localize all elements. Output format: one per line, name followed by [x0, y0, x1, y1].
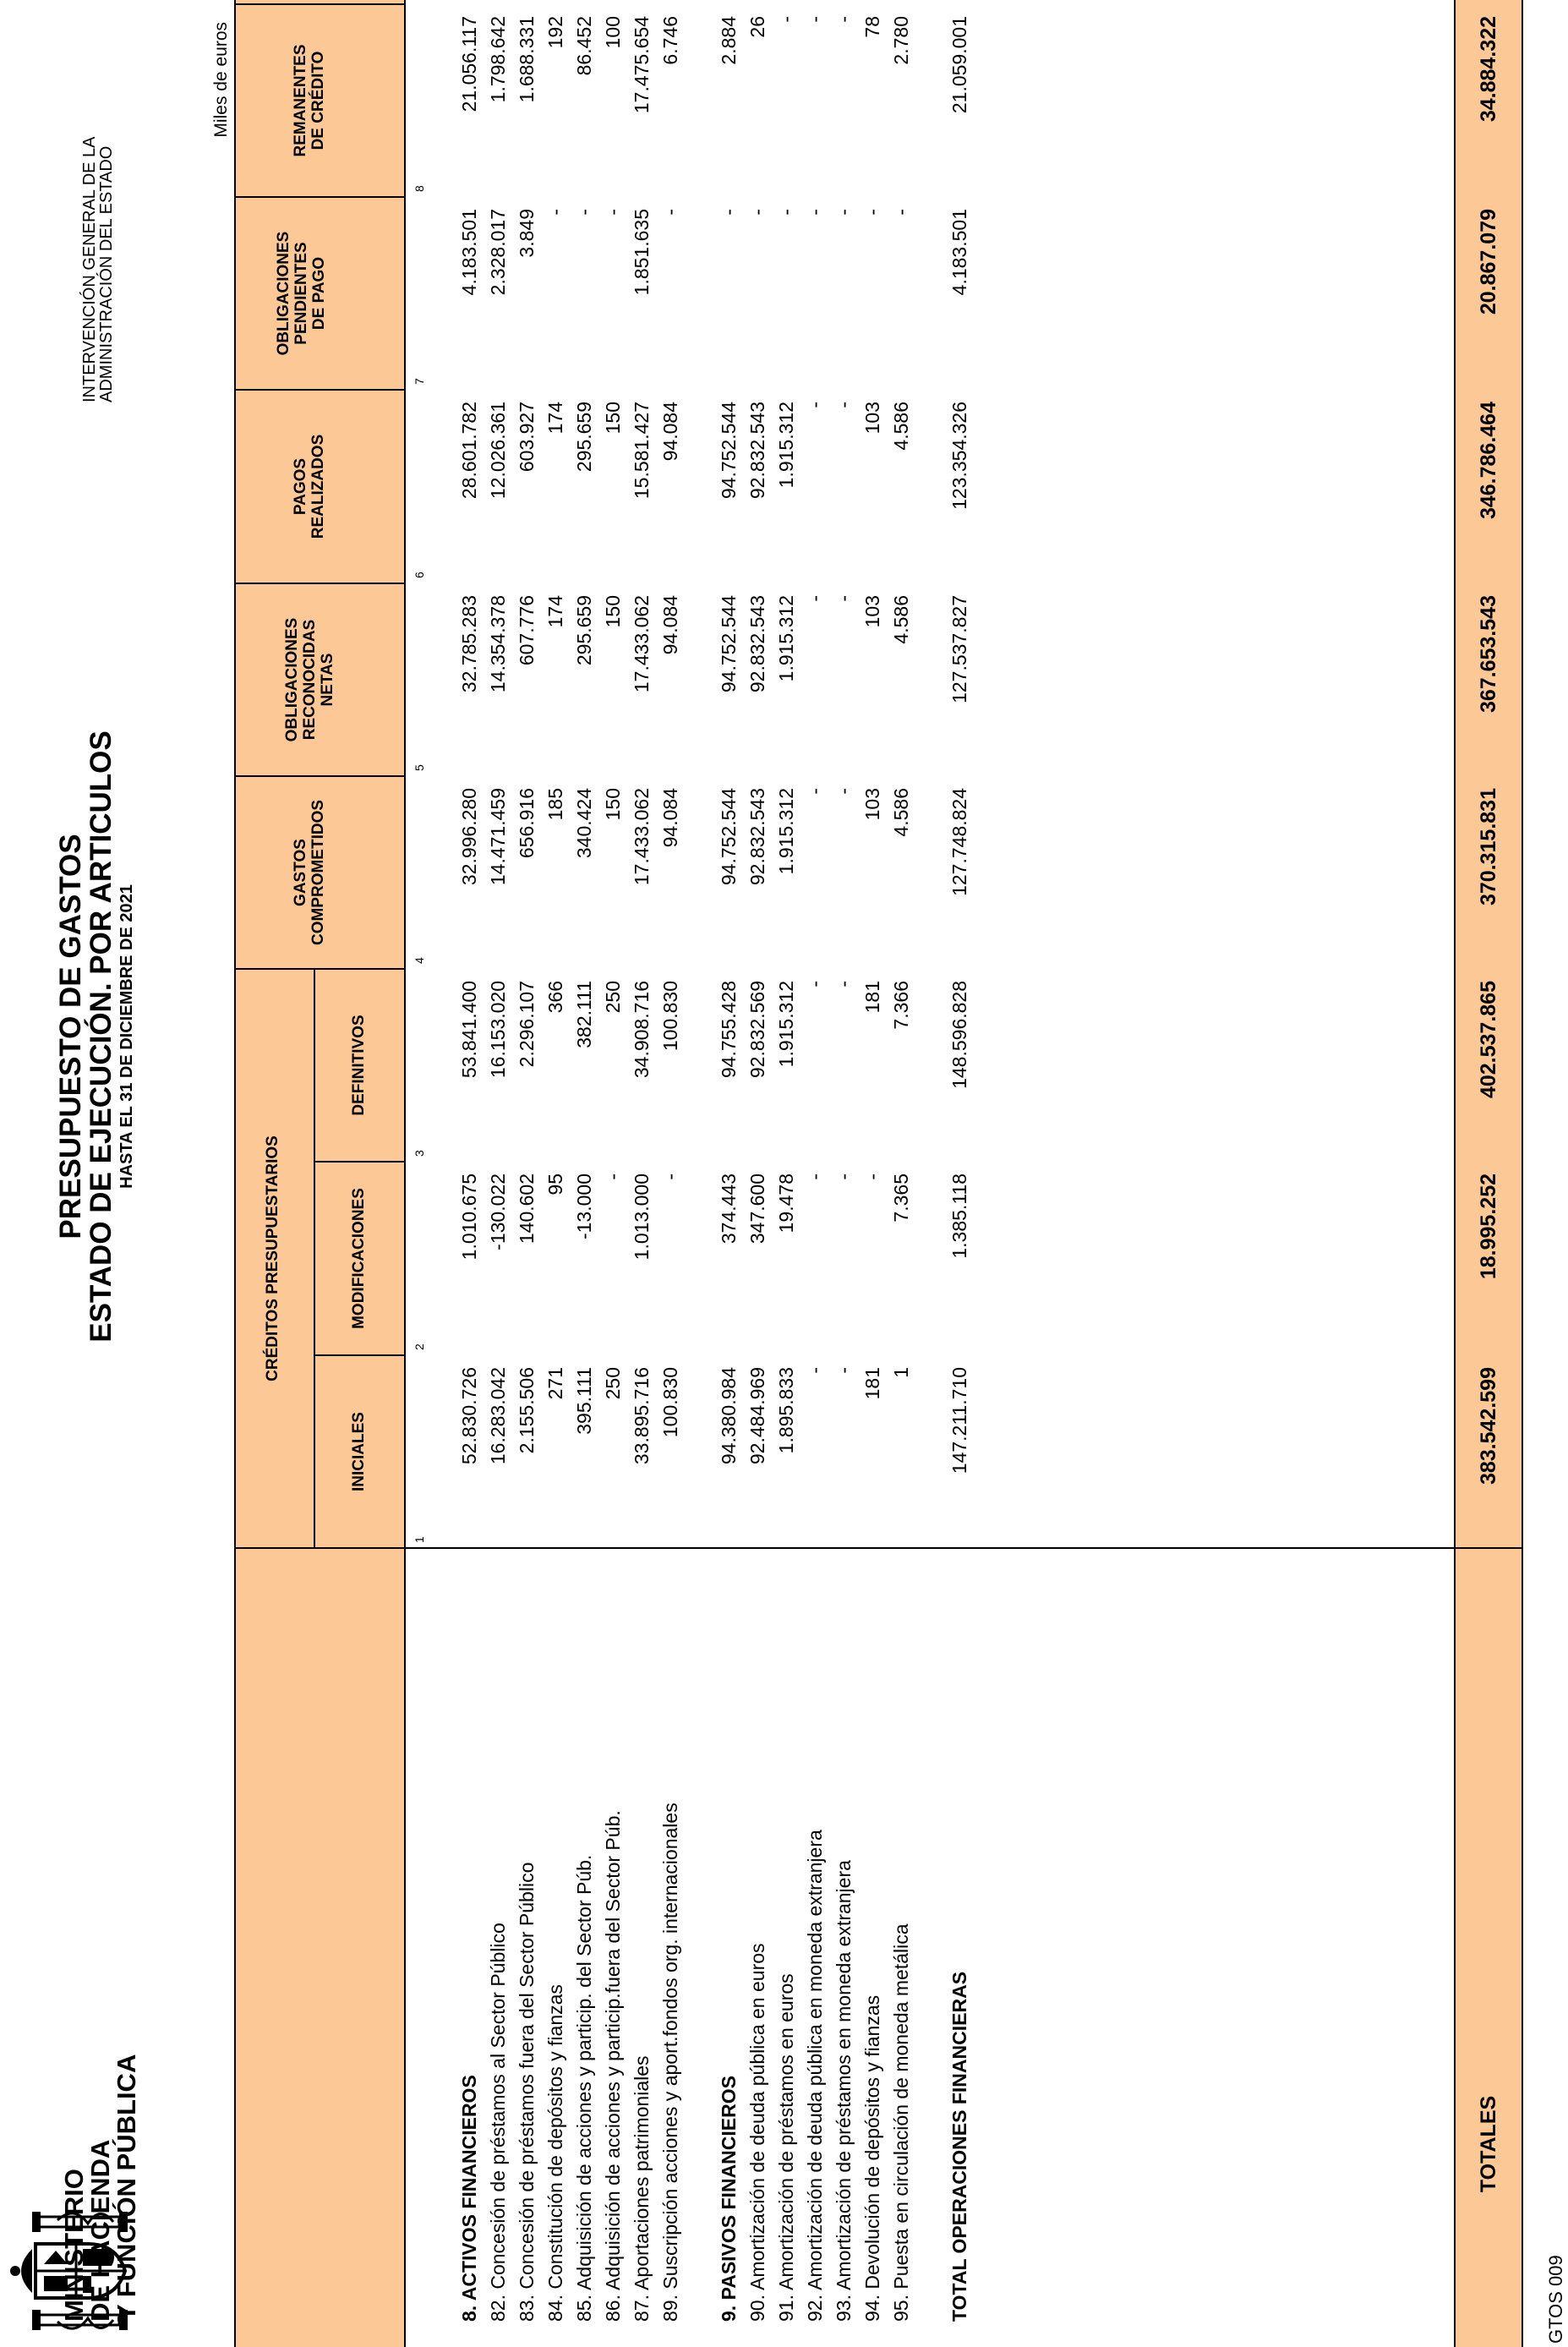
- units-label: Miles de euros: [211, 22, 231, 138]
- table-row: [858, 0, 887, 2347]
- table-row: [627, 0, 656, 2347]
- cell-value: 1.010.675: [458, 1174, 480, 1261]
- cell-value: -: [659, 1174, 681, 1180]
- header-obl-pend-line-2: PENDIENTES: [292, 242, 310, 345]
- header-modificaciones: MODIFICACIONES: [350, 1188, 368, 1329]
- title-line-3: HASTA EL 31 DE DICIEMBRE DE 2021: [117, 884, 136, 1189]
- cell-value: 366: [544, 981, 566, 1014]
- cell-value: 94.084: [659, 402, 681, 462]
- cell-value: 1.895.833: [775, 1367, 797, 1454]
- cell-value: -: [659, 209, 681, 216]
- header-remanentes-line-2: DE CRÉDITO: [309, 51, 327, 150]
- title-line-1: PRESUPUESTO DE GASTOS: [54, 834, 87, 1239]
- cell-value: 1.915.312: [775, 595, 797, 682]
- ministry-line-2: DE HACIENDA: [85, 2139, 115, 2322]
- cell-value: 185: [544, 788, 566, 821]
- cell-value: 14.471.459: [487, 788, 509, 886]
- cell-value: 92.832.543: [746, 788, 768, 886]
- header-pagos-line-1: PAGOS: [292, 457, 309, 516]
- cell-value: 103: [861, 595, 883, 628]
- cell-value: 17.475.654: [631, 16, 653, 114]
- totals-row: [1455, 0, 1522, 2347]
- cell-value: 4.586: [890, 595, 912, 644]
- cell-value: 94.755.428: [718, 981, 740, 1079]
- row-label: 90. Amortización de deuda pública en euros: [746, 1943, 768, 2322]
- cell-value: -: [804, 1174, 826, 1180]
- header-obligaciones-reconocidas: [283, 583, 336, 776]
- table-row: [714, 0, 743, 2347]
- total-value: 370.315.831: [1477, 788, 1500, 906]
- table-row: [829, 0, 858, 2347]
- cell-value: 340.424: [573, 788, 595, 859]
- cell-value: 32.785.283: [458, 595, 480, 693]
- cell-value: 92.832.569: [746, 981, 768, 1079]
- total-value: 367.653.543: [1477, 595, 1500, 714]
- row-heading: 9. PASIVOS FINANCIEROS: [718, 2076, 740, 2322]
- cell-value: 94.084: [659, 595, 681, 655]
- column-number: 3: [412, 1150, 426, 1157]
- cell-value: 1.688.331: [516, 16, 538, 103]
- row-label: 87. Aportaciones patrimoniales: [631, 2055, 653, 2322]
- cell-value: 21.056.117: [458, 16, 480, 112]
- cell-value: -: [804, 402, 826, 408]
- cell-value: 4.586: [890, 788, 912, 837]
- cell-value: 94.084: [659, 788, 681, 848]
- cell-value: -: [804, 16, 826, 23]
- cell-value: 2.884: [718, 16, 740, 65]
- header-obl-rec-line-1: OBLIGACIONES: [283, 617, 301, 742]
- ministry-line-1: MINISTERIO: [59, 2169, 89, 2322]
- igae-line-2: ADMINISTRACIÓN DEL ESTADO: [97, 145, 116, 402]
- cell-value: 4.183.501: [948, 209, 970, 296]
- total-value: 402.537.865: [1477, 981, 1500, 1099]
- cell-value: -: [861, 209, 883, 216]
- cell-value: 92.484.969: [746, 1367, 768, 1465]
- cell-value: -: [861, 1174, 883, 1180]
- cell-value: 150: [602, 788, 624, 821]
- row-label: 84. Constitución de depósitos y fianzas: [544, 1984, 566, 2322]
- column-number: 2: [412, 1343, 426, 1350]
- cell-value: 150: [602, 402, 624, 435]
- total-value: 18.995.252: [1477, 1174, 1500, 1280]
- cell-value: 15.581.427: [631, 402, 653, 500]
- totals-label: TOTALES: [1477, 2095, 1500, 2193]
- cell-value: -: [602, 1174, 624, 1180]
- row-heading: TOTAL OPERACIONES FINANCIERAS: [948, 1971, 970, 2322]
- header-obl-rec-line-3: NETAS: [319, 653, 336, 707]
- header-gastos-line-1: GASTOS: [292, 839, 309, 906]
- cell-value: 86.452: [573, 16, 595, 76]
- cell-value: -: [544, 209, 566, 216]
- cell-value: 250: [602, 1367, 624, 1400]
- cell-value: 1.013.000: [631, 1174, 653, 1261]
- cell-value: 181: [861, 1367, 883, 1400]
- igae-label: [81, 64, 115, 402]
- header-remanentes-de-credito: [292, 4, 327, 197]
- cell-value: 2.328.017: [487, 209, 509, 296]
- cell-value: 94.752.544: [718, 595, 740, 693]
- cell-value: -: [804, 788, 826, 795]
- cell-value: 1.915.312: [775, 981, 797, 1068]
- table-border-top: [234, 0, 236, 2347]
- cell-value: -: [573, 209, 595, 216]
- cell-value: 607.776: [516, 595, 538, 666]
- cell-value: 19.478: [775, 1174, 797, 1234]
- column-number: 6: [412, 572, 426, 578]
- cell-value: -: [775, 209, 797, 216]
- cell-value: 12.026.361: [487, 402, 509, 500]
- cell-value: 148.596.828: [948, 981, 970, 1089]
- cell-value: 140.602: [516, 1174, 538, 1245]
- cell-value: 295.659: [573, 402, 595, 473]
- row-label: 82. Concesión de préstamos al Sector Público: [487, 1923, 509, 2322]
- cell-value: 4.183.501: [458, 209, 480, 296]
- header-remanentes-line-1: REMANENTES: [292, 44, 309, 157]
- cell-value: -130.022: [487, 1174, 509, 1250]
- cell-value: 32.996.280: [458, 788, 480, 886]
- cell-value: 147.211.710: [948, 1367, 970, 1474]
- cell-value: 3.849: [516, 209, 538, 258]
- cell-value: -: [890, 209, 912, 216]
- cell-value: 1.385.118: [948, 1174, 970, 1259]
- table-row: [455, 0, 484, 2347]
- cell-value: 374.443: [718, 1174, 740, 1245]
- header-divider: [404, 0, 406, 2347]
- cell-value: 100.830: [659, 981, 681, 1052]
- header-gastos-line-2: COMPROMETIDOS: [309, 799, 327, 946]
- header-creditos-presupuestarios: CRÉDITOS PRESUPUESTARIOS: [264, 1135, 281, 1381]
- cell-value: 16.283.042: [487, 1367, 509, 1465]
- cell-value: 94.752.544: [718, 402, 740, 500]
- cell-value: 1: [890, 1367, 912, 1378]
- cell-value: 52.830.726: [458, 1367, 480, 1465]
- cell-value: 192: [544, 16, 566, 49]
- cell-value: 295.659: [573, 595, 595, 666]
- table-row: [570, 0, 598, 2347]
- footer-code: GTOS 009: [1545, 2255, 1566, 2344]
- cell-value: 53.841.400: [458, 981, 480, 1079]
- cell-value: -: [833, 1367, 855, 1374]
- igae-line-1: INTERVENCIÓN GENERAL DE LA: [80, 136, 99, 402]
- header-definitivos: DEFINITIVOS: [350, 1015, 368, 1116]
- row-label: 89. Suscripción acciones y aport.fondos org. internacionales: [659, 1803, 681, 2322]
- cell-value: 33.895.716: [631, 1367, 653, 1465]
- cell-value: 7.365: [890, 1174, 912, 1223]
- cell-value: 1.915.312: [775, 402, 797, 489]
- cell-value: 26: [746, 16, 768, 38]
- cell-value: -: [833, 981, 855, 987]
- row-label: 95. Puesta en circulación de moneda metálica: [890, 1923, 912, 2322]
- table-row: [484, 0, 512, 2347]
- cell-value: 181: [861, 981, 883, 1014]
- cell-value: 271: [544, 1367, 566, 1400]
- title-line-2: ESTADO DE EJECUCIÓN. POR ARTICULOS: [85, 730, 117, 1343]
- table-row: [772, 0, 800, 2347]
- row-heading: 8. ACTIVOS FINANCIEROS: [458, 2075, 480, 2322]
- cell-value: 6.746: [659, 16, 681, 65]
- cell-value: -: [833, 16, 855, 23]
- header-pagos-line-2: REALIZADOS: [309, 434, 327, 539]
- cell-value: -: [775, 16, 797, 23]
- cell-value: 174: [544, 595, 566, 628]
- cell-value: -: [804, 1367, 826, 1374]
- header-obl-pend-line-1: OBLIGACIONES: [275, 231, 292, 356]
- row-label: 91. Amortización de préstamos en euros: [775, 1973, 797, 2322]
- cell-value: -: [833, 788, 855, 795]
- cell-value: 127.748.824: [948, 788, 970, 896]
- cell-value: -: [833, 1174, 855, 1180]
- table-row: [800, 0, 829, 2347]
- cell-value: 103: [861, 402, 883, 435]
- header-iniciales: INICIALES: [350, 1412, 368, 1491]
- cell-value: 2.296.107: [516, 981, 538, 1068]
- header-obligaciones-pendientes-de-pago: [275, 197, 328, 390]
- row-label: 83. Concesión de préstamos fuera del Sector Público: [516, 1862, 538, 2322]
- cell-value: 174: [544, 402, 566, 435]
- row-label: 86. Adquisición de acciones y particip.fuera del Sector Púb.: [602, 1810, 624, 2322]
- cell-value: 1.851.635: [631, 209, 653, 296]
- cell-value: 1.915.312: [775, 788, 797, 875]
- cell-value: 16.153.020: [487, 981, 509, 1079]
- cell-value: -: [746, 209, 768, 216]
- cell-value: -: [718, 209, 740, 216]
- cell-value: -: [804, 209, 826, 216]
- cell-value: -13.000: [573, 1174, 595, 1240]
- cell-value: 100.830: [659, 1367, 681, 1438]
- cell-value: 4.586: [890, 402, 912, 451]
- cell-value: 1.798.642: [487, 16, 509, 103]
- cell-value: -: [804, 981, 826, 987]
- table-row: [541, 0, 570, 2347]
- table-row: [887, 0, 915, 2347]
- column-number: 8: [412, 185, 426, 192]
- column-number: 7: [412, 378, 426, 385]
- table-row: [945, 0, 974, 2347]
- cell-value: 382.111: [573, 981, 595, 1048]
- row-label: 85. Adquisición de acciones y particip. del Sector Púb.: [573, 1854, 595, 2322]
- cell-value: 21.059.001: [948, 16, 970, 114]
- cell-value: 127.537.827: [948, 595, 970, 703]
- table-row: [743, 0, 772, 2347]
- row-label: 93. Amortización de préstamos en moneda extranjera: [833, 1860, 855, 2322]
- column-number: 4: [412, 957, 426, 964]
- cell-value: 347.600: [746, 1174, 768, 1245]
- cell-value: 103: [861, 788, 883, 821]
- cell-value: 2.780: [890, 16, 912, 65]
- column-number: 1: [412, 1536, 426, 1543]
- header-pagos-realizados: [292, 390, 327, 583]
- cell-value: 94.380.984: [718, 1367, 740, 1465]
- cell-value: 92.832.543: [746, 595, 768, 693]
- row-label: 94. Devolución de depósitos y fianzas: [861, 1994, 883, 2322]
- cell-value: 14.354.378: [487, 595, 509, 693]
- row-label: 92. Amortización de deuda pública en moneda extranjera: [804, 1830, 826, 2322]
- cell-value: 100: [602, 16, 624, 49]
- cell-value: 34.908.716: [631, 981, 653, 1079]
- cell-value: 395.111: [573, 1367, 595, 1435]
- table-row: [512, 0, 541, 2347]
- cell-value: 150: [602, 595, 624, 628]
- cell-value: 656.916: [516, 788, 538, 859]
- cell-value: 250: [602, 981, 624, 1014]
- total-value: 346.786.464: [1477, 402, 1500, 520]
- cell-value: 17.433.062: [631, 788, 653, 886]
- cell-value: -: [804, 595, 826, 602]
- total-value: 383.542.599: [1477, 1367, 1500, 1485]
- header-gastos-comprometidos: [292, 776, 327, 969]
- total-value: 34.884.322: [1477, 16, 1500, 123]
- report-title: [56, 656, 137, 1417]
- group-divider: [314, 969, 315, 1548]
- cell-value: -: [833, 209, 855, 216]
- ministry-name: [61, 2054, 139, 2322]
- cell-value: 7.366: [890, 981, 912, 1030]
- table-row: [598, 0, 627, 2347]
- cell-value: 2.155.506: [516, 1367, 538, 1454]
- column-number: 5: [412, 764, 426, 771]
- total-value: 20.867.079: [1477, 209, 1500, 315]
- cell-value: 92.832.543: [746, 402, 768, 500]
- cell-value: -: [833, 595, 855, 602]
- cell-value: 603.927: [516, 402, 538, 473]
- ministry-line-3: Y FUNCIÓN PÚBLICA: [112, 2054, 141, 2322]
- cell-value: 28.601.782: [458, 402, 480, 500]
- cell-value: 94.752.544: [718, 788, 740, 886]
- cell-value: 95: [544, 1174, 566, 1195]
- cell-value: -: [602, 209, 624, 216]
- cell-value: 17.433.062: [631, 595, 653, 693]
- table-row: [656, 0, 685, 2347]
- cell-value: 123.354.326: [948, 402, 970, 510]
- header-obl-pend-line-3: DE PAGO: [310, 256, 328, 331]
- cell-value: -: [833, 402, 855, 408]
- header-obl-rec-line-2: RECONOCIDAS: [301, 619, 319, 741]
- cell-value: 78: [861, 16, 883, 38]
